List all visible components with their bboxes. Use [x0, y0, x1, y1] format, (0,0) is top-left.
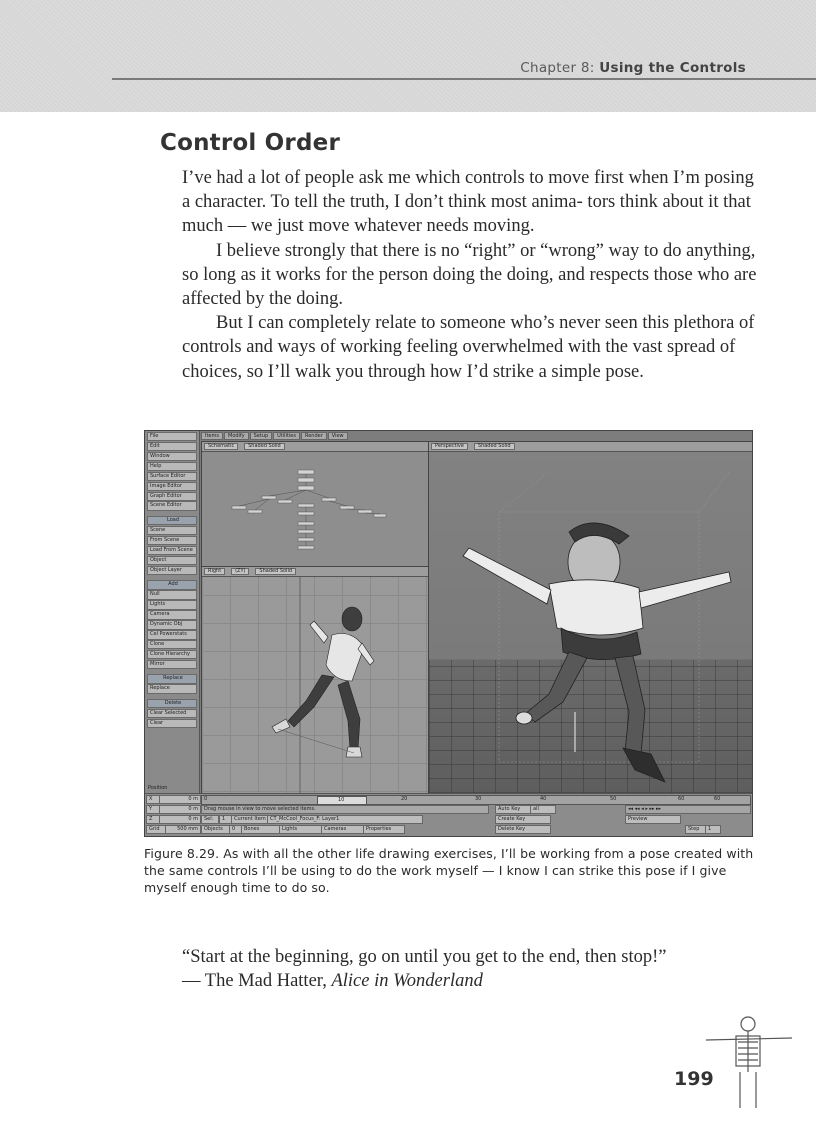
replace-header: Replace	[147, 674, 197, 683]
lw-toolbar	[145, 431, 200, 793]
objects-count: 0	[229, 825, 243, 834]
step-field[interactable]: 1	[705, 825, 721, 834]
current-item-select[interactable]: CT_McCool_Focus_F: Layer1	[267, 815, 423, 824]
tick-label: 0	[204, 796, 208, 802]
header-band	[0, 0, 816, 112]
scene-editor-button[interactable]: Scene Editor	[147, 501, 197, 510]
grid-size-field[interactable]: 500 mm	[165, 825, 201, 834]
quote-attribution	[182, 969, 782, 993]
tick-label: 60	[678, 796, 685, 802]
chapter-label: Chapter 8:	[520, 60, 600, 76]
from-scene-button[interactable]: From Scene	[147, 536, 197, 545]
cameras-button[interactable]: Cameras	[321, 825, 365, 834]
frame-slider-label: 10	[338, 797, 345, 803]
playback-controls[interactable]: ◂◂ ◂◂ ◂ ▸ ▸▸ ▸▸	[625, 805, 751, 814]
paragraph-3: But I can completely relate to someone who’s never seen this plethora of controls and ways of working feeling overwhelmed with the vast spread of choices, so I’ll walk you through how I’d strike a simple pose.	[182, 313, 755, 382]
add-header: Add	[147, 580, 197, 589]
x-axis-toggle[interactable]: X	[146, 795, 160, 804]
create-key-button[interactable]: Create Key	[495, 815, 551, 824]
right-shading-select[interactable]: Shaded Solid	[255, 568, 296, 575]
perspective-viewport[interactable]	[428, 441, 753, 794]
tab-render[interactable]: Render	[301, 432, 327, 440]
auto-key-button[interactable]: Auto Key	[495, 805, 531, 814]
add-null-button[interactable]: Null	[147, 590, 197, 599]
running-head	[520, 60, 746, 76]
perspective-view-select[interactable]: Perspective	[431, 443, 468, 450]
delete-header: Delete	[147, 699, 197, 708]
z-position-field[interactable]: 0 m	[159, 815, 201, 824]
lights-button[interactable]: Lights	[279, 825, 323, 834]
position-label: Position	[148, 785, 168, 791]
grid-label: Grid	[146, 825, 166, 834]
timeline-row-1	[145, 794, 752, 803]
load-scene-button[interactable]: Scene	[147, 526, 197, 535]
tab-view[interactable]: View	[328, 432, 348, 440]
sel-label: Sel:	[201, 815, 219, 824]
clear-selected-button[interactable]: Clear Selected	[147, 709, 197, 718]
load-object-button[interactable]: Object	[147, 556, 197, 565]
quote-text: “Start at the beginning, go on until you get to the end, then stop!”	[182, 947, 667, 967]
figure-screenshot	[144, 430, 753, 837]
objects-button[interactable]: Objects	[201, 825, 231, 834]
character-side-view	[202, 577, 428, 793]
z-axis-toggle[interactable]: Z	[146, 815, 160, 824]
epigraph-quote	[182, 945, 782, 993]
mirror-button[interactable]: Mirror	[147, 660, 197, 669]
timeline-row-4	[145, 824, 752, 833]
status-hint: Drag mouse in view to move selected items.	[201, 805, 489, 814]
load-header: Load	[147, 516, 197, 525]
header-rule	[112, 78, 816, 80]
paragraph-1: I’ve had a lot of people ask me which controls to move first when I’m posing a character. To tell the truth, I don’t think most anima- tors think about it that much — we just move whatever needs moving.	[182, 168, 754, 237]
mascot-skeleton-icon	[700, 1012, 800, 1112]
right-viewport-bar	[202, 567, 428, 577]
schematic-viewport-bar	[202, 442, 428, 452]
schematic-nodes	[202, 452, 428, 566]
clone-button[interactable]: Clone	[147, 640, 197, 649]
attribution-work: Alice in Wonderland	[331, 971, 483, 991]
end-frame-label: 60	[714, 796, 721, 802]
schematic-viewport[interactable]	[201, 441, 429, 567]
section-title: Control Order	[160, 130, 340, 156]
image-editor-button[interactable]: Image Editor	[147, 482, 197, 491]
clone-hierarchy-button[interactable]: Clone Hierarchy	[147, 650, 197, 659]
paragraph-2: I believe strongly that there is no “right” or “wrong” way to do anything, so long as it works for the person doing the doing, and respects those who are affected by the doing.	[182, 240, 757, 310]
object-layer-button[interactable]: Object Layer	[147, 566, 197, 575]
menu-edit[interactable]: Edit	[147, 442, 197, 451]
current-item-label: Current Item	[231, 815, 269, 824]
clear-button[interactable]: Clear	[147, 719, 197, 728]
y-position-field[interactable]: 0 m	[159, 805, 201, 814]
character-perspective-view	[429, 452, 752, 793]
schematic-view-select[interactable]: Schematic	[204, 443, 238, 450]
tick-label: 40	[540, 796, 547, 802]
right-viewport[interactable]	[201, 566, 429, 794]
add-lights-button[interactable]: Lights	[147, 600, 197, 609]
right-view-axis: (ZY)	[231, 568, 249, 575]
perspective-viewport-bar	[429, 442, 752, 452]
lw-tabs	[201, 432, 348, 440]
tab-items[interactable]: Items	[201, 432, 223, 440]
tab-setup[interactable]: Setup	[250, 432, 273, 440]
timeline-panel	[145, 785, 752, 837]
tick-label: 30	[475, 796, 482, 802]
figure-caption: Figure 8.29. As with all the other life drawing exercises, I’ll be working from a pose created with the same controls I’ll be using to do the work myself — I know I can strike this pose if I give myself enough time to do so.	[144, 846, 754, 895]
x-position-field[interactable]: 0 m	[159, 795, 201, 804]
replace-button[interactable]: Replace	[147, 684, 197, 693]
properties-button[interactable]: Properties	[363, 825, 405, 834]
menu-window[interactable]: Window	[147, 452, 197, 461]
add-camera-button[interactable]: Camera	[147, 610, 197, 619]
right-view-select[interactable]: Right	[204, 568, 225, 575]
timeline-row-2	[145, 804, 752, 813]
menu-help[interactable]: Help	[147, 462, 197, 471]
menu-file[interactable]: File	[147, 432, 197, 441]
y-axis-toggle[interactable]: Y	[146, 805, 160, 814]
page-number: 199	[674, 1068, 714, 1090]
bones-button[interactable]: Bones	[241, 825, 281, 834]
graph-editor-button[interactable]: Graph Editor	[147, 492, 197, 501]
timeline-row-3	[145, 814, 752, 823]
tab-utilities[interactable]: Utilities	[273, 432, 300, 440]
perspective-shading-select[interactable]: Shaded Solid	[474, 443, 515, 450]
chapter-title: Using the Controls	[599, 60, 746, 76]
step-label: Step	[685, 825, 707, 834]
body-text	[182, 166, 757, 384]
schematic-shading-select[interactable]: Shaded Solid	[244, 443, 285, 450]
tick-label: 20	[401, 796, 408, 802]
load-from-scene-button[interactable]: Load From Scene	[147, 546, 197, 555]
auto-key-select[interactable]: all	[530, 805, 556, 814]
sel-value: 1	[219, 815, 233, 824]
tick-label: 50	[610, 796, 617, 802]
surface-editor-button[interactable]: Surface Editor	[147, 472, 197, 481]
attribution-prefix: — The Mad Hatter,	[182, 971, 332, 991]
tab-modify[interactable]: Modify	[224, 432, 249, 440]
delete-key-button[interactable]: Delete Key	[495, 825, 551, 834]
preview-button[interactable]: Preview	[625, 815, 681, 824]
cel-powerstats-button[interactable]: Cel Powerstats	[147, 630, 197, 639]
dynamic-obj-button[interactable]: Dynamic Obj	[147, 620, 197, 629]
